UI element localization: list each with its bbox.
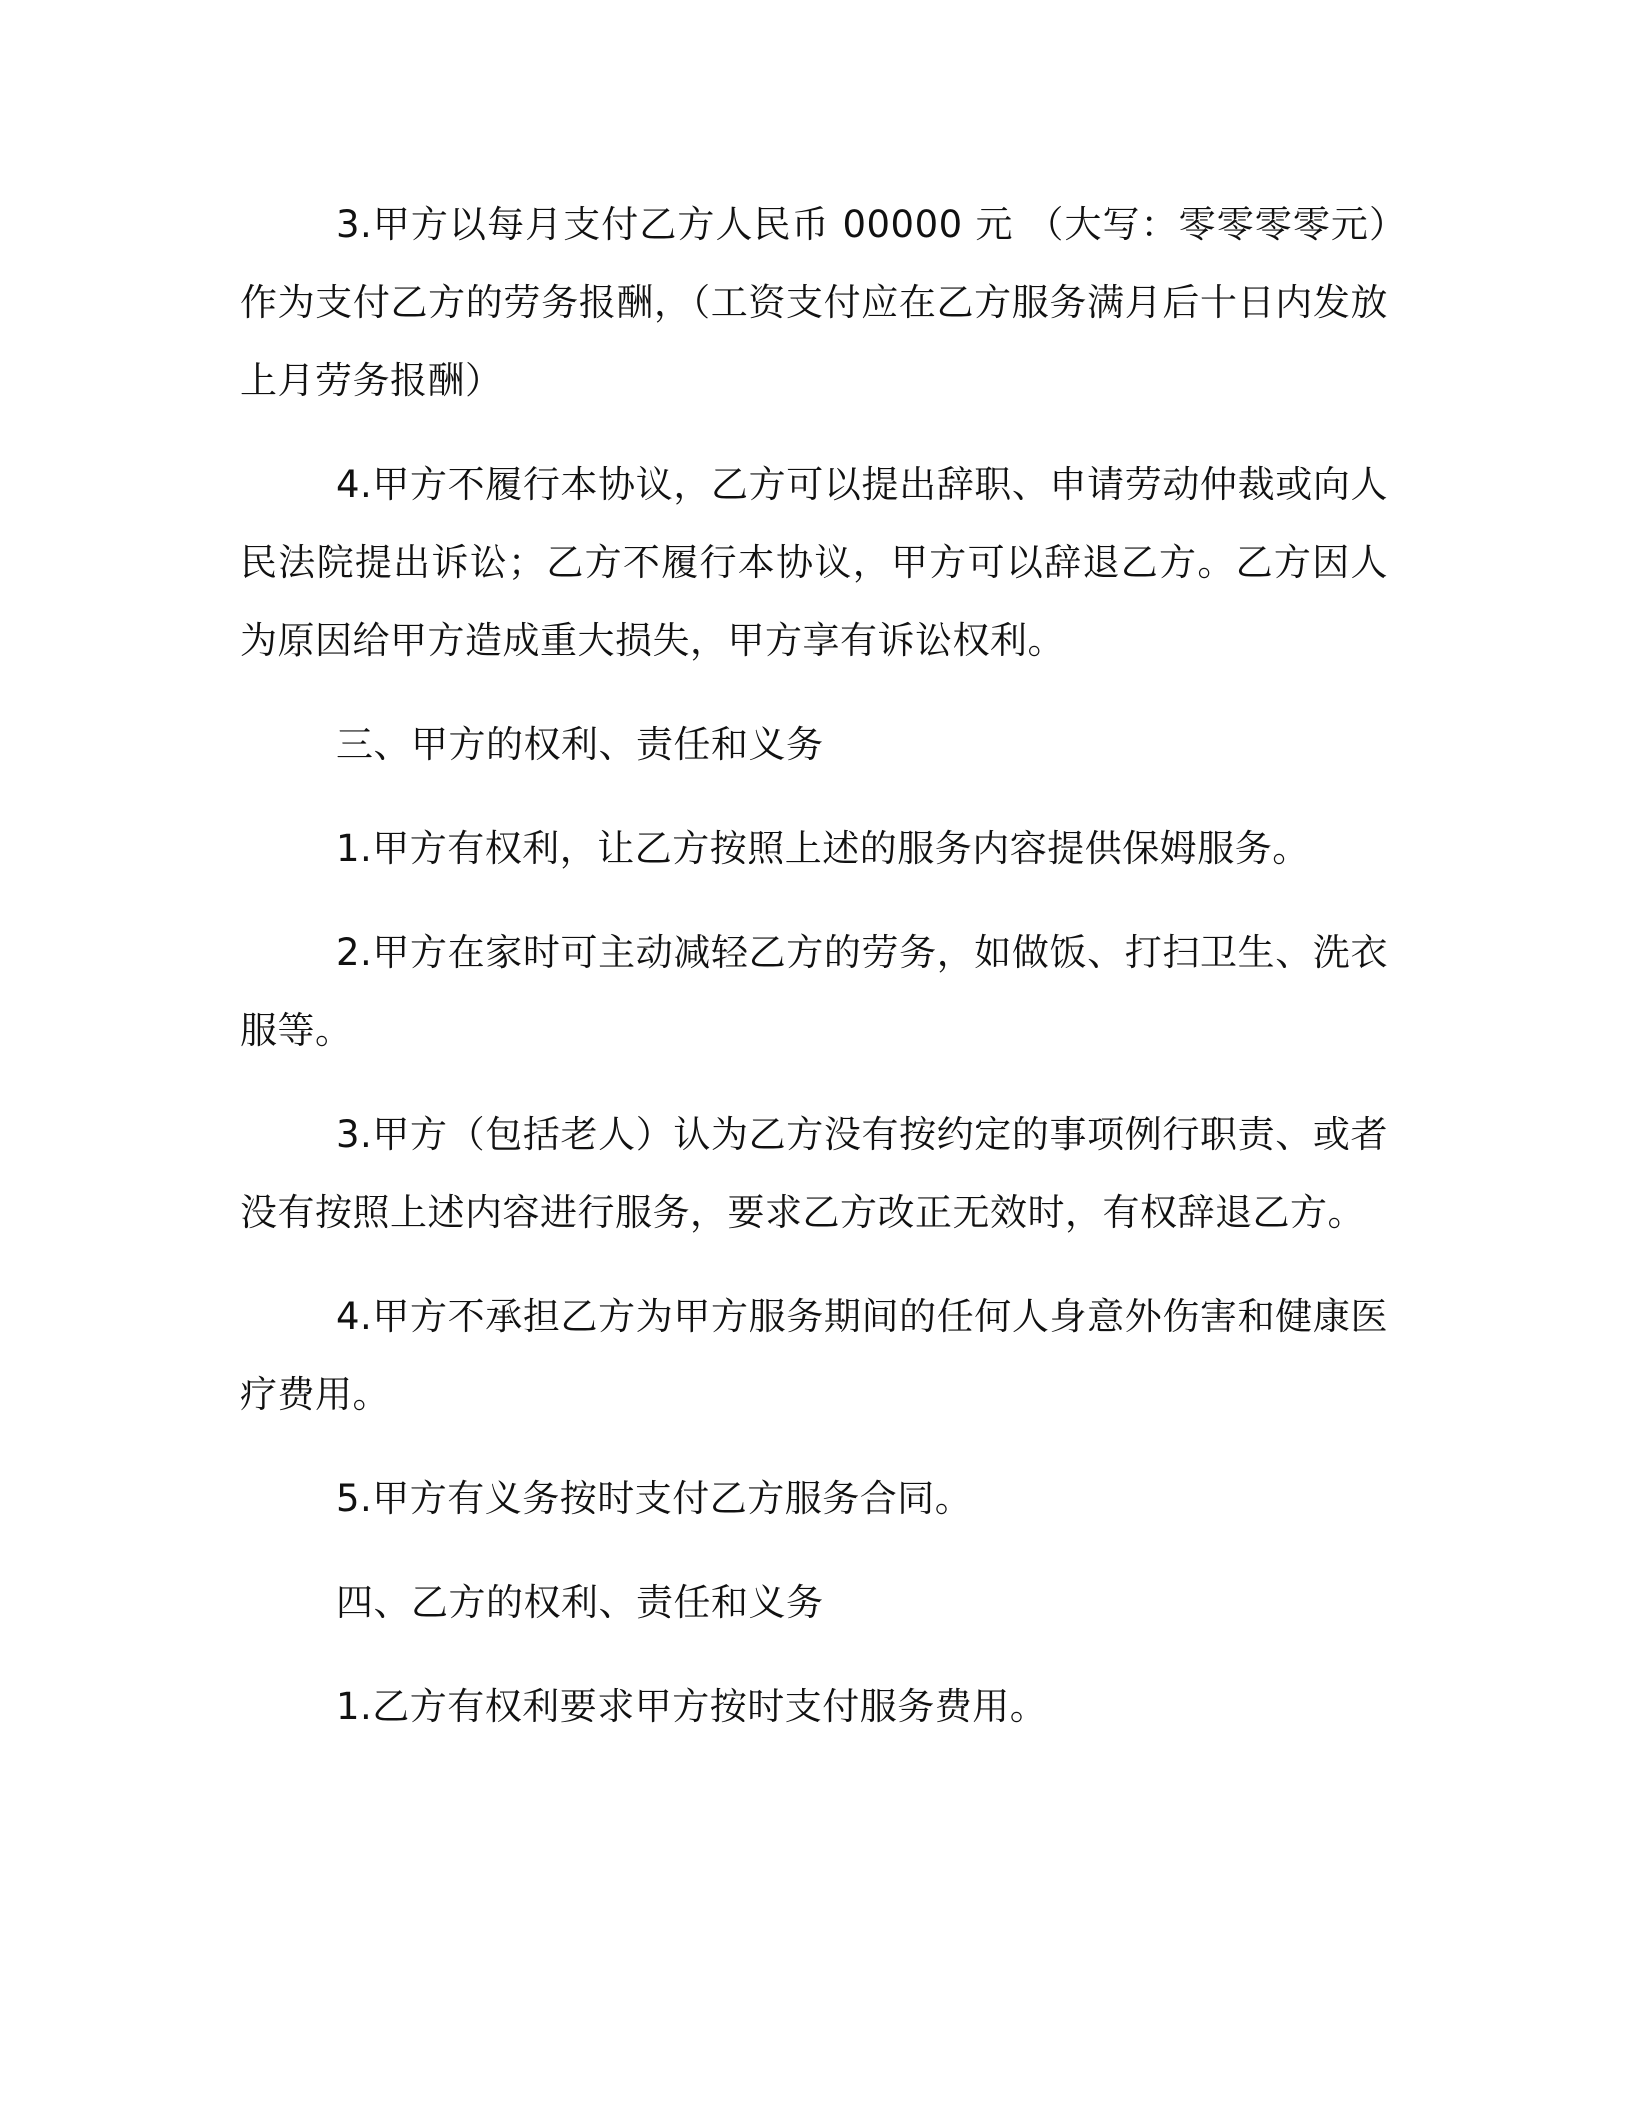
paragraph-party-a-right-3: 3.甲方（包括老人）认为乙方没有按约定的事项例行职责、或者没有按照上述内容进行服务，要求乙方改正无效时，有权辞退乙方。: [240, 1113, 1388, 1234]
section-heading-party-a: 三、甲方的权利、责任和义务: [336, 723, 824, 766]
paragraph-party-a-right-5: 5.甲方有义务按时支付乙方服务合同。: [336, 1477, 973, 1520]
section-heading-party-b: 四、乙方的权利、责任和义务: [336, 1581, 824, 1624]
paragraph-party-a-right-1: 1.甲方有权利，让乙方按照上述的服务内容提供保姆服务。: [336, 827, 1310, 870]
paragraph-party-a-right-4: 4.甲方不承担乙方为甲方服务期间的任何人身意外伤害和健康医疗费用。: [240, 1295, 1388, 1416]
paragraph-payment-amount: 3.甲方以每月支付乙方人民币 00000 元 （大写：零零零零元）作为支付乙方的劳务报酬，（工资支付应在乙方服务满月后十日内发放上月劳务报酬）: [240, 203, 1388, 402]
paragraph-breach-terms: 4.甲方不履行本协议，乙方可以提出辞职、申请劳动仲裁或向人民法院提出诉讼；乙方不履行本协议，甲方可以辞退乙方。乙方因人为原因给甲方造成重大损失，甲方享有诉讼权利。: [240, 463, 1388, 662]
document-body: [240, 186, 1388, 1772]
paragraph-party-b-right-1: 1.乙方有权利要求甲方按时支付服务费用。: [336, 1685, 1048, 1728]
paragraph-party-a-right-2: 2.甲方在家时可主动减轻乙方的劳务，如做饭、打扫卫生、洗衣服等。: [240, 931, 1388, 1052]
